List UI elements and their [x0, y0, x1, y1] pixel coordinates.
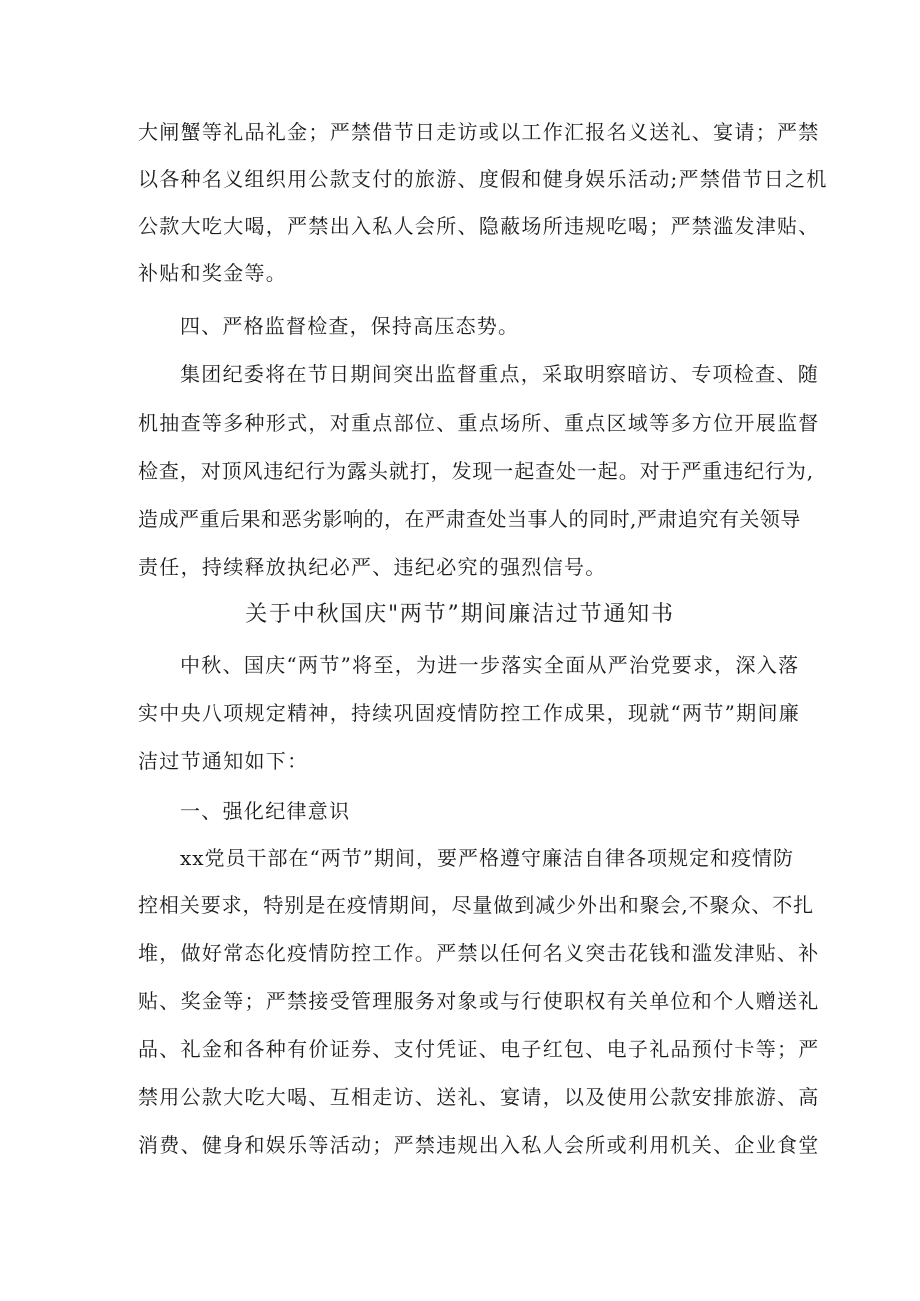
intro-line: 中秋、国庆“两节”将至，为进一步落实全面从严治党要求，深入落 [180, 653, 800, 677]
paragraph-line: 机抽查等多种形式，对重点部位、重点场所、重点区域等多方位开展监督 [138, 411, 820, 435]
paragraph-line: 品、礼金和各种有价证券、支付凭证、电子红包、电子礼品预付卡等；严 [138, 1037, 820, 1061]
section-heading-1: 一、强化纪律意识 [180, 799, 351, 823]
paragraph-line: 检查，对顶风违纪行为露头就打，发现一起查处一起。对于严重违纪行为, [138, 459, 815, 483]
document-title: 关于中秋国庆"两节”期间廉洁过节通知书 [245, 602, 675, 627]
intro-line: 洁过节通知如下： [138, 749, 309, 773]
paragraph-line: xx党员干部在“两节”期间，要严格遵守廉洁自律各项规定和疫情防 [180, 846, 795, 870]
paragraph-line: 补贴和奖金等。 [138, 261, 288, 285]
paragraph-line: 控相关要求，特别是在疫情期间，尽量做到减少外出和聚会,不聚众、不扎 [138, 893, 815, 917]
section-heading-4: 四、严格监督检查，保持高压态势。 [180, 314, 520, 338]
paragraph-line: 以各种名义组织用公款支付的旅游、度假和健身娱乐活动;严禁借节日之机 [138, 167, 828, 191]
paragraph-line: 消费、健身和娱乐等活动；严禁违规出入私人会所或利用机关、企业食堂 [138, 1133, 820, 1157]
paragraph-line: 堆，做好常态化疫情防控工作。严禁以任何名义突击花钱和滥发津贴、补 [138, 941, 820, 965]
intro-line: 实中央八项规定精神，持续巩固疫情防控工作成果，现就“两节”期间廉 [138, 701, 801, 725]
paragraph-line: 贴、奖金等；严禁接受管理服务对象或与行使职权有关单位和个人赠送礼 [138, 989, 820, 1013]
paragraph-line: 公款大吃大喝，严禁出入私人会所、隐蔽场所违规吃喝；严禁滥发津贴、 [138, 214, 820, 238]
paragraph-line: 大闸蟹等礼品礼金；严禁借节日走访或以工作汇报名义送礼、宴请；严禁 [138, 120, 820, 144]
paragraph-line: 集团纪委将在节日期间突出监督重点，采取明察暗访、专项检查、随 [180, 362, 819, 386]
paragraph-line: 禁用公款大吃大喝、互相走访、送礼、宴请，以及使用公款安排旅游、高 [138, 1085, 820, 1109]
paragraph-line: 责任，持续释放执纪必严、违纪必究的强烈信号。 [138, 555, 607, 579]
paragraph-line: 造成严重后果和恶劣影响的，在严肃查处当事人的同时,严肃追究有关领导 [138, 507, 801, 531]
